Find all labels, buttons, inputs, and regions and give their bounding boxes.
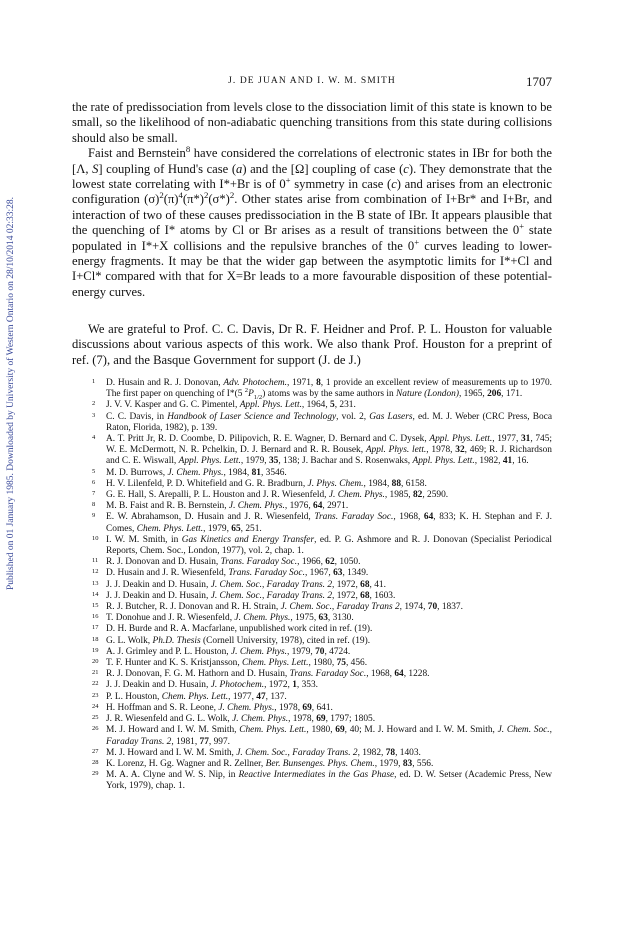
reference-number: 7 [92, 490, 96, 498]
page-number: 1707 [526, 74, 552, 89]
reference-text: R. J. Donovan and D. Husain, Trans. Faraday Soc., 1966, 62, 1050. [106, 557, 361, 568]
reference-item [92, 759, 552, 770]
reference-item [92, 434, 552, 468]
reference-number: 11 [92, 557, 99, 565]
reference-item [92, 714, 552, 725]
reference-text: J. J. Deakin and D. Husain, J. Chem. Soc., Faraday Trans. 2, 1972, 68, 1603. [106, 590, 396, 601]
reference-text: M. J. Howard and I. W. M. Smith, J. Chem. Soc., Faraday Trans. 2, 1982, 78, 1403. [106, 747, 421, 758]
paragraph: the rate of predissociation from levels close to the dissociation limit of this state is known to be small, so the likelihood of non-adiabatic quenching transitions from this state during collisions should also be small. [72, 100, 552, 145]
reference-number: 21 [92, 669, 99, 677]
reference-text: J. R. Wiesenfeld and G. L. Wolk, J. Chem. Phys., 1978, 69, 1797; 1805. [106, 714, 376, 725]
reference-text: H. Hoffman and S. R. Leone, J. Chem. Phys., 1978, 69, 641. [106, 702, 333, 713]
reference-text: M. D. Burrows, J. Chem. Phys., 1984, 81, 3546. [106, 467, 287, 478]
page-header [72, 76, 552, 92]
reference-item [92, 512, 552, 534]
reference-number: 24 [92, 702, 99, 710]
reference-number: 13 [92, 579, 99, 587]
reference-number: 12 [92, 568, 99, 576]
reference-text: P. L. Houston, Chem. Phys. Lett., 1977, 47, 137. [106, 691, 287, 702]
reference-text: D. Husain and R. J. Donovan, Adv. Photochem., 1971, 8, 1 provide an excellent review of measurements up to 1970. The first paper on quenching of I*(5 $^2P_{1/2}$) atoms was by the same authors in Nature (London), 1965, 206, 171. [106, 378, 552, 402]
reference-number: 1 [92, 378, 96, 385]
reference-item [92, 479, 552, 490]
reference-number: 4 [92, 434, 96, 442]
paragraph: Faist and Bernstein$^8$ have considered the correlations of electronic states in IBr for both the [Λ, S] coupling of Hund's case (a) and the [Ω] coupling of case (c). They demonstrate that the lowest state correlating with I*+Br is of 0+ symmetry in case (c) and arises from an electronic configuration $(\sigma)^2(\pi)^4(\pi*)^2(\sigma*)^2$. Other states arise from combination of I+Br* and I+Br, and interaction of two of these causes predissociation in the B state of IBr. It appears plausible that the quenching of I* atoms by Cl or Br arises as a result of transitions between the 0+ state populated in I*+X collisions and the repulsive branches of the 0+ curves leading to lower-energy fragments. It may be that the wider gap between the asymptotic limits for I*+Cl and I+Cl* compared with that for X=Br leads to a more favourable disposition of these potential-energy curves. [72, 144, 553, 299]
reference-text: R. J. Butcher, R. J. Donovan and R. H. Strain, J. Chem. Soc., Faraday Trans 2, 1974, 70, 1837. [106, 602, 463, 613]
acknowledgement: We are grateful to Prof. C. C. Davis, Dr R. F. Heidner and Prof. P. L. Houston for valuable discussions about various aspects of this work. We also thank Prof. Houston for a preprint of ref. (7), and the Basque Government for support (J. de J.) [72, 322, 552, 367]
reference-text: D. Husain and J. R. Wiesenfeld, Trans. Faraday Soc., 1967, 63, 1349. [106, 568, 369, 579]
reference-number: 27 [92, 747, 99, 755]
reference-number: 14 [92, 590, 99, 598]
reference-text: G. L. Wolk, Ph.D. Thesis (Cornell University, 1978), cited in ref. (19). [106, 635, 371, 646]
reference-number: 6 [92, 478, 96, 486]
reference-number: 26 [92, 725, 99, 733]
reference-item [92, 412, 552, 434]
reference-text: E. W. Abrahamson, D. Husain and J. R. Wiesenfeld, Trans. Faraday Soc., 1968, 64, 833; K. H. Stephan and F. J. Comes, Chem. Phys. Lett., 1979, 65, 251. [106, 512, 553, 534]
reference-item [92, 692, 552, 703]
reference-item [92, 535, 552, 557]
reference-number: 19 [92, 646, 99, 654]
reference-item [92, 490, 552, 501]
reference-item [92, 591, 552, 602]
reference-text: J. J. Deakin and D. Husain, J. Chem. Soc., Faraday Trans. 2, 1972, 68, 41. [106, 579, 386, 590]
download-notice: Published on 01 January 1985. Downloaded by University of Western Ontario on 28/10/2014 02:33:28. [6, 196, 16, 590]
reference-item [92, 378, 552, 400]
reference-item [92, 580, 552, 591]
reference-number: 25 [92, 714, 99, 722]
reference-text: T. F. Hunter and K. S. Kristjansson, Chem. Phys. Lett., 1980, 75, 456. [106, 658, 368, 669]
reference-item [92, 669, 552, 680]
reference-item [92, 725, 552, 747]
reference-item [92, 703, 552, 714]
reference-item [92, 770, 552, 792]
reference-number: 15 [92, 602, 99, 610]
reference-number: 23 [92, 691, 99, 699]
reference-item [92, 557, 552, 568]
reference-text: R. J. Donovan, F. G. M. Hathorn and D. Husain, Trans. Faraday Soc., 1968, 64, 1228. [106, 669, 430, 680]
reference-number: 3 [92, 411, 96, 419]
reference-item [92, 647, 552, 658]
reference-text: J. V. V. Kasper and G. C. Pimentel, Appl. Phys. Lett., 1964, 5, 231. [106, 400, 356, 411]
reference-text: C. C. Davis, in Handbook of Laser Science and Technology, vol. 2, Gas Lasers, ed. M. J. Weber (CRC Press, Boca Raton, Florida, 1982), p. 139. [106, 411, 552, 433]
reference-number: 18 [92, 635, 99, 643]
reference-item [92, 400, 552, 411]
running-head: J. DE JUAN AND I. W. M. SMITH [228, 76, 396, 86]
reference-number: 8 [92, 501, 96, 509]
reference-item [92, 613, 552, 624]
reference-item [92, 501, 552, 512]
body-text [72, 100, 552, 300]
reference-item [92, 602, 552, 613]
reference-number: 9 [92, 512, 96, 520]
reference-text: D. H. Burde and R. A. Macfarlane, unpublished work cited in ref. (19). [106, 624, 373, 635]
reference-item [92, 624, 552, 635]
reference-text: H. V. Lilenfeld, P. D. Whitefield and G. R. Bradburn, J. Phys. Chem., 1984, 88, 6158. [106, 478, 427, 489]
reference-number: 5 [92, 467, 96, 475]
reference-text: M. A. A. Clyne and W. S. Nip, in Reactive Intermediates in the Gas Phase, ed. D. W. Setser (Academic Press, New York, 1979), chap. 1. [106, 770, 552, 792]
reference-text: A. J. Grimley and P. L. Houston, J. Chem. Phys., 1979, 70, 4724. [106, 646, 351, 657]
publication-sidebar [0, 120, 22, 940]
reference-item [92, 636, 552, 647]
reference-item [92, 658, 552, 669]
reference-text: J. J. Deakin and D. Husain, J. Photochem., 1972, 1, 353. [106, 680, 318, 691]
reference-number: 28 [92, 758, 99, 766]
reference-number: 2 [92, 400, 96, 408]
reference-item [92, 680, 552, 691]
reference-number: 22 [92, 680, 99, 688]
reference-text: M. J. Howard and I. W. M. Smith, Chem. Phys. Lett., 1980, 69, 40; M. J. Howard and I. W. M. Smith, J. Chem. Soc., Faraday Trans. 2, 1981, 77, 997. [106, 725, 552, 747]
reference-text: G. E. Hall, S. Arepalli, P. L. Houston and J. R. Wiesenfeld, J. Chem. Phys., 1985, 82, 2590. [106, 490, 449, 501]
reference-number: 16 [92, 613, 99, 621]
reference-text: I. W. M. Smith, in Gas Kinetics and Energy Transfer, ed. P. G. Ashmore and R. J. Donovan (Specialist Periodical Reports, Chem. Soc., London, 1977), vol. 2, chap. 1. [106, 534, 552, 557]
reference-item [92, 748, 552, 759]
reference-text: M. B. Faist and R. B. Bernstein, J. Chem. Phys., 1976, 64, 2971. [106, 501, 349, 512]
reference-number: 17 [92, 624, 99, 632]
reference-text: A. T. Pritt Jr, R. D. Coombe, D. Pilipovich, R. E. Wagner, D. Bernard and C. Dysek, Appl. Phys. Lett., 1977, 31, 745; W. E. McDermott, N. R. Pchelkin, D. J. Bernard and R. R. Bousek, Appl. Phys. lett., 1978, 32, 469; R. J. Richardson and C. E. Wiswall, Appl. Phys. Lett., 1979, 35, 138; J. Bachar and S. Rosenwaks, Appl. Phys. Lett., 1982, 41, 16. [106, 434, 553, 467]
reference-number: 29 [92, 770, 99, 778]
reference-item [92, 468, 552, 479]
reference-item [92, 568, 552, 579]
reference-number: 10 [92, 534, 99, 542]
reference-text: K. Lorenz, H. Gg. Wagner and R. Zellner, Ber. Bunsenges. Phys. Chem., 1979, 83, 556. [106, 758, 434, 769]
reference-list [92, 378, 552, 793]
reference-text: T. Donohue and J. R. Wiesenfeld, J. Chem. Phys., 1975, 63, 3130. [106, 613, 354, 624]
reference-number: 20 [92, 658, 99, 666]
